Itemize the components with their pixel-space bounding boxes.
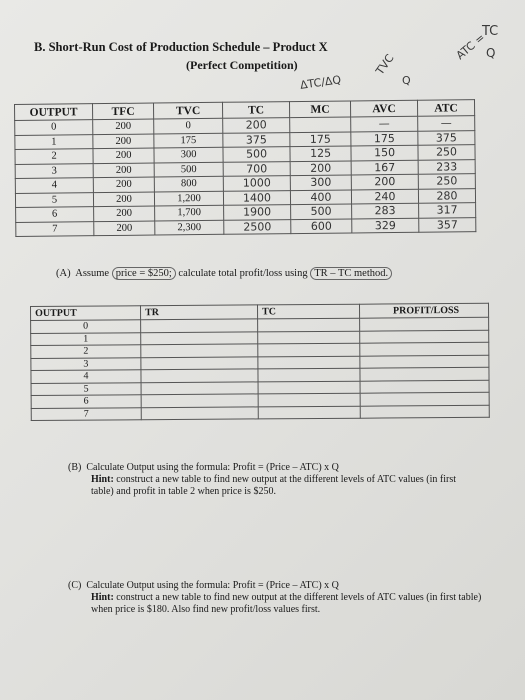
cell-output: 1 (15, 134, 93, 149)
cell-tvc: 0 (154, 118, 223, 133)
cell-tc[interactable] (258, 343, 360, 356)
cell-tc: 2500 (224, 219, 291, 234)
cell-atc: 357 (419, 217, 476, 232)
question-b-hint: construct a new table to find new output at the different levels of ATC values (in first table) and profit in table 2 when price is $250. (91, 474, 457, 497)
cell-tr[interactable] (141, 369, 258, 382)
col-header-tfc: TFC (93, 103, 154, 120)
cell-tvc: 2,300 (155, 220, 224, 235)
cell-profit-loss[interactable] (360, 355, 489, 368)
cell-tc: 1400 (223, 190, 290, 205)
question-c-line1: Calculate Output using the formula: Profit = (Price – ATC) x Q (86, 580, 339, 591)
question-a-label: (A) (56, 268, 71, 279)
cell-tr[interactable] (141, 356, 258, 369)
cell-tfc: 200 (93, 177, 154, 192)
cell-profit-loss[interactable] (360, 392, 489, 405)
cell-output: 4 (15, 178, 93, 193)
col-header-avc: AVC (350, 100, 417, 117)
col-header-output: OUTPUT (15, 104, 93, 121)
cell-profit-loss[interactable] (360, 405, 489, 418)
cell-output: 6 (16, 207, 94, 222)
cell-atc: 250 (418, 174, 475, 189)
question-a (56, 268, 392, 279)
cell-tc: 1000 (223, 176, 290, 191)
question-b-label: (B) (68, 462, 82, 473)
cell-atc: 233 (418, 159, 475, 174)
cell-mc: 125 (290, 146, 351, 161)
question-b (68, 462, 468, 498)
cell-output: 2 (15, 149, 93, 164)
question-c-hint-label: Hint: (91, 592, 114, 603)
cell-output: 0 (31, 320, 141, 333)
question-a-text2: calculate total profit/loss using (178, 268, 308, 279)
question-b-line1: Calculate Output using the formula: Profit = (Price – ATC) x Q (86, 462, 339, 473)
cell-tc: 500 (223, 147, 290, 162)
cell-tr[interactable] (141, 344, 258, 357)
cell-profit-loss[interactable] (360, 330, 489, 343)
cell-tr[interactable] (141, 406, 258, 419)
cell-tc[interactable] (258, 368, 360, 381)
cell-atc: 317 (419, 203, 476, 218)
cell-atc: 250 (418, 145, 475, 160)
cell-tr[interactable] (141, 381, 258, 394)
cell-output: 3 (31, 357, 141, 370)
cell-mc: 300 (290, 175, 351, 190)
cell-tfc: 200 (94, 206, 155, 221)
cell-tvc: 175 (154, 133, 223, 148)
cell-tfc: 200 (93, 119, 154, 134)
cell-tvc: 800 (154, 176, 223, 191)
mc-note: ΔTC/ΔQ (299, 73, 342, 92)
cell-atc: — (418, 116, 475, 131)
cell-output: 5 (31, 382, 141, 395)
cell-mc: 600 (291, 218, 352, 233)
atc-note-numerator: TC (482, 24, 499, 39)
cell-tc[interactable] (258, 406, 360, 419)
question-c-label: (C) (68, 580, 82, 591)
cost-schedule-table (14, 99, 476, 237)
cell-output: 7 (16, 221, 94, 236)
page-title: B. Short-Run Cost of Production Schedule – Product X (34, 40, 328, 54)
avc-note-denominator: Q (402, 74, 411, 87)
cell-tr[interactable] (141, 331, 258, 344)
question-a-price: price = $250; (112, 267, 176, 280)
cell-tr[interactable] (141, 319, 258, 332)
avc-note-numerator: TVC (373, 51, 397, 78)
cell-tvc: 1,200 (154, 191, 223, 206)
cell-tfc: 200 (93, 163, 154, 178)
question-a-method: TR – TC method. (310, 267, 392, 280)
cell-output: 7 (31, 407, 141, 420)
question-c-hint: construct a new table to find new output at the different levels of ATC values (in first table) when price is $180. Also find new profit/loss values first. (91, 592, 482, 615)
cell-mc: 200 (290, 160, 351, 175)
cell-avc: 175 (351, 131, 418, 146)
cell-tc[interactable] (258, 393, 360, 406)
col-header-profit-loss: PROFIT/LOSS (359, 303, 488, 318)
atc-note-denominator: Q (486, 46, 496, 60)
cell-output: 1 (31, 332, 141, 345)
profit-loss-table (30, 303, 490, 421)
col-header-tc: TC (222, 102, 289, 119)
cell-output: 5 (15, 192, 93, 207)
cell-tc: 1900 (224, 205, 291, 220)
question-a-text1: Assume (75, 268, 110, 279)
cell-mc (290, 117, 351, 132)
col-header-output-2: OUTPUT (31, 306, 141, 321)
question-c (68, 580, 488, 616)
cell-tfc: 200 (93, 148, 154, 163)
cell-tc[interactable] (258, 331, 360, 344)
atc-note: ATC = (453, 30, 488, 63)
cell-tc: 700 (223, 161, 290, 176)
cell-tr[interactable] (141, 394, 258, 407)
cell-tfc: 200 (94, 221, 155, 236)
col-header-tc-2: TC (257, 304, 359, 319)
cell-atc: 375 (418, 130, 475, 145)
cell-mc: 175 (290, 131, 351, 146)
col-header-mc: MC (289, 101, 350, 118)
cell-output: 6 (31, 395, 141, 408)
cell-avc: 329 (352, 218, 419, 233)
cell-atc: 280 (418, 188, 475, 203)
cell-output: 2 (31, 345, 141, 358)
cell-avc: 240 (351, 189, 418, 204)
cell-avc: 283 (352, 203, 419, 218)
cell-tvc: 1,700 (155, 205, 224, 220)
cell-tfc: 200 (93, 192, 154, 207)
col-header-tr: TR (141, 305, 258, 320)
page-subtitle: (Perfect Competition) (186, 58, 298, 72)
cell-profit-loss[interactable] (360, 380, 489, 393)
cell-tc: 375 (223, 132, 290, 147)
cell-tfc: 200 (93, 134, 154, 149)
cell-output: 4 (31, 370, 141, 383)
cell-tc[interactable] (258, 318, 360, 331)
cell-tc: 200 (223, 118, 290, 133)
cell-profit-loss[interactable] (360, 317, 489, 330)
cell-profit-loss[interactable] (360, 367, 489, 380)
cell-tvc: 500 (154, 162, 223, 177)
cell-output: 0 (15, 120, 93, 135)
cell-mc: 400 (290, 189, 351, 204)
cell-tvc: 300 (154, 147, 223, 162)
cell-avc: — (351, 116, 418, 131)
cell-mc: 500 (291, 204, 352, 219)
cell-tc[interactable] (258, 356, 360, 369)
question-b-hint-label: Hint: (91, 474, 114, 485)
profit-table-row (31, 405, 489, 421)
cell-profit-loss[interactable] (360, 342, 489, 355)
col-header-atc: ATC (417, 100, 474, 117)
cell-output: 3 (15, 163, 93, 178)
cell-tc[interactable] (258, 381, 360, 394)
cell-avc: 167 (351, 160, 418, 175)
cell-avc: 150 (351, 145, 418, 160)
col-header-tvc: TVC (153, 102, 222, 119)
cell-avc: 200 (351, 174, 418, 189)
